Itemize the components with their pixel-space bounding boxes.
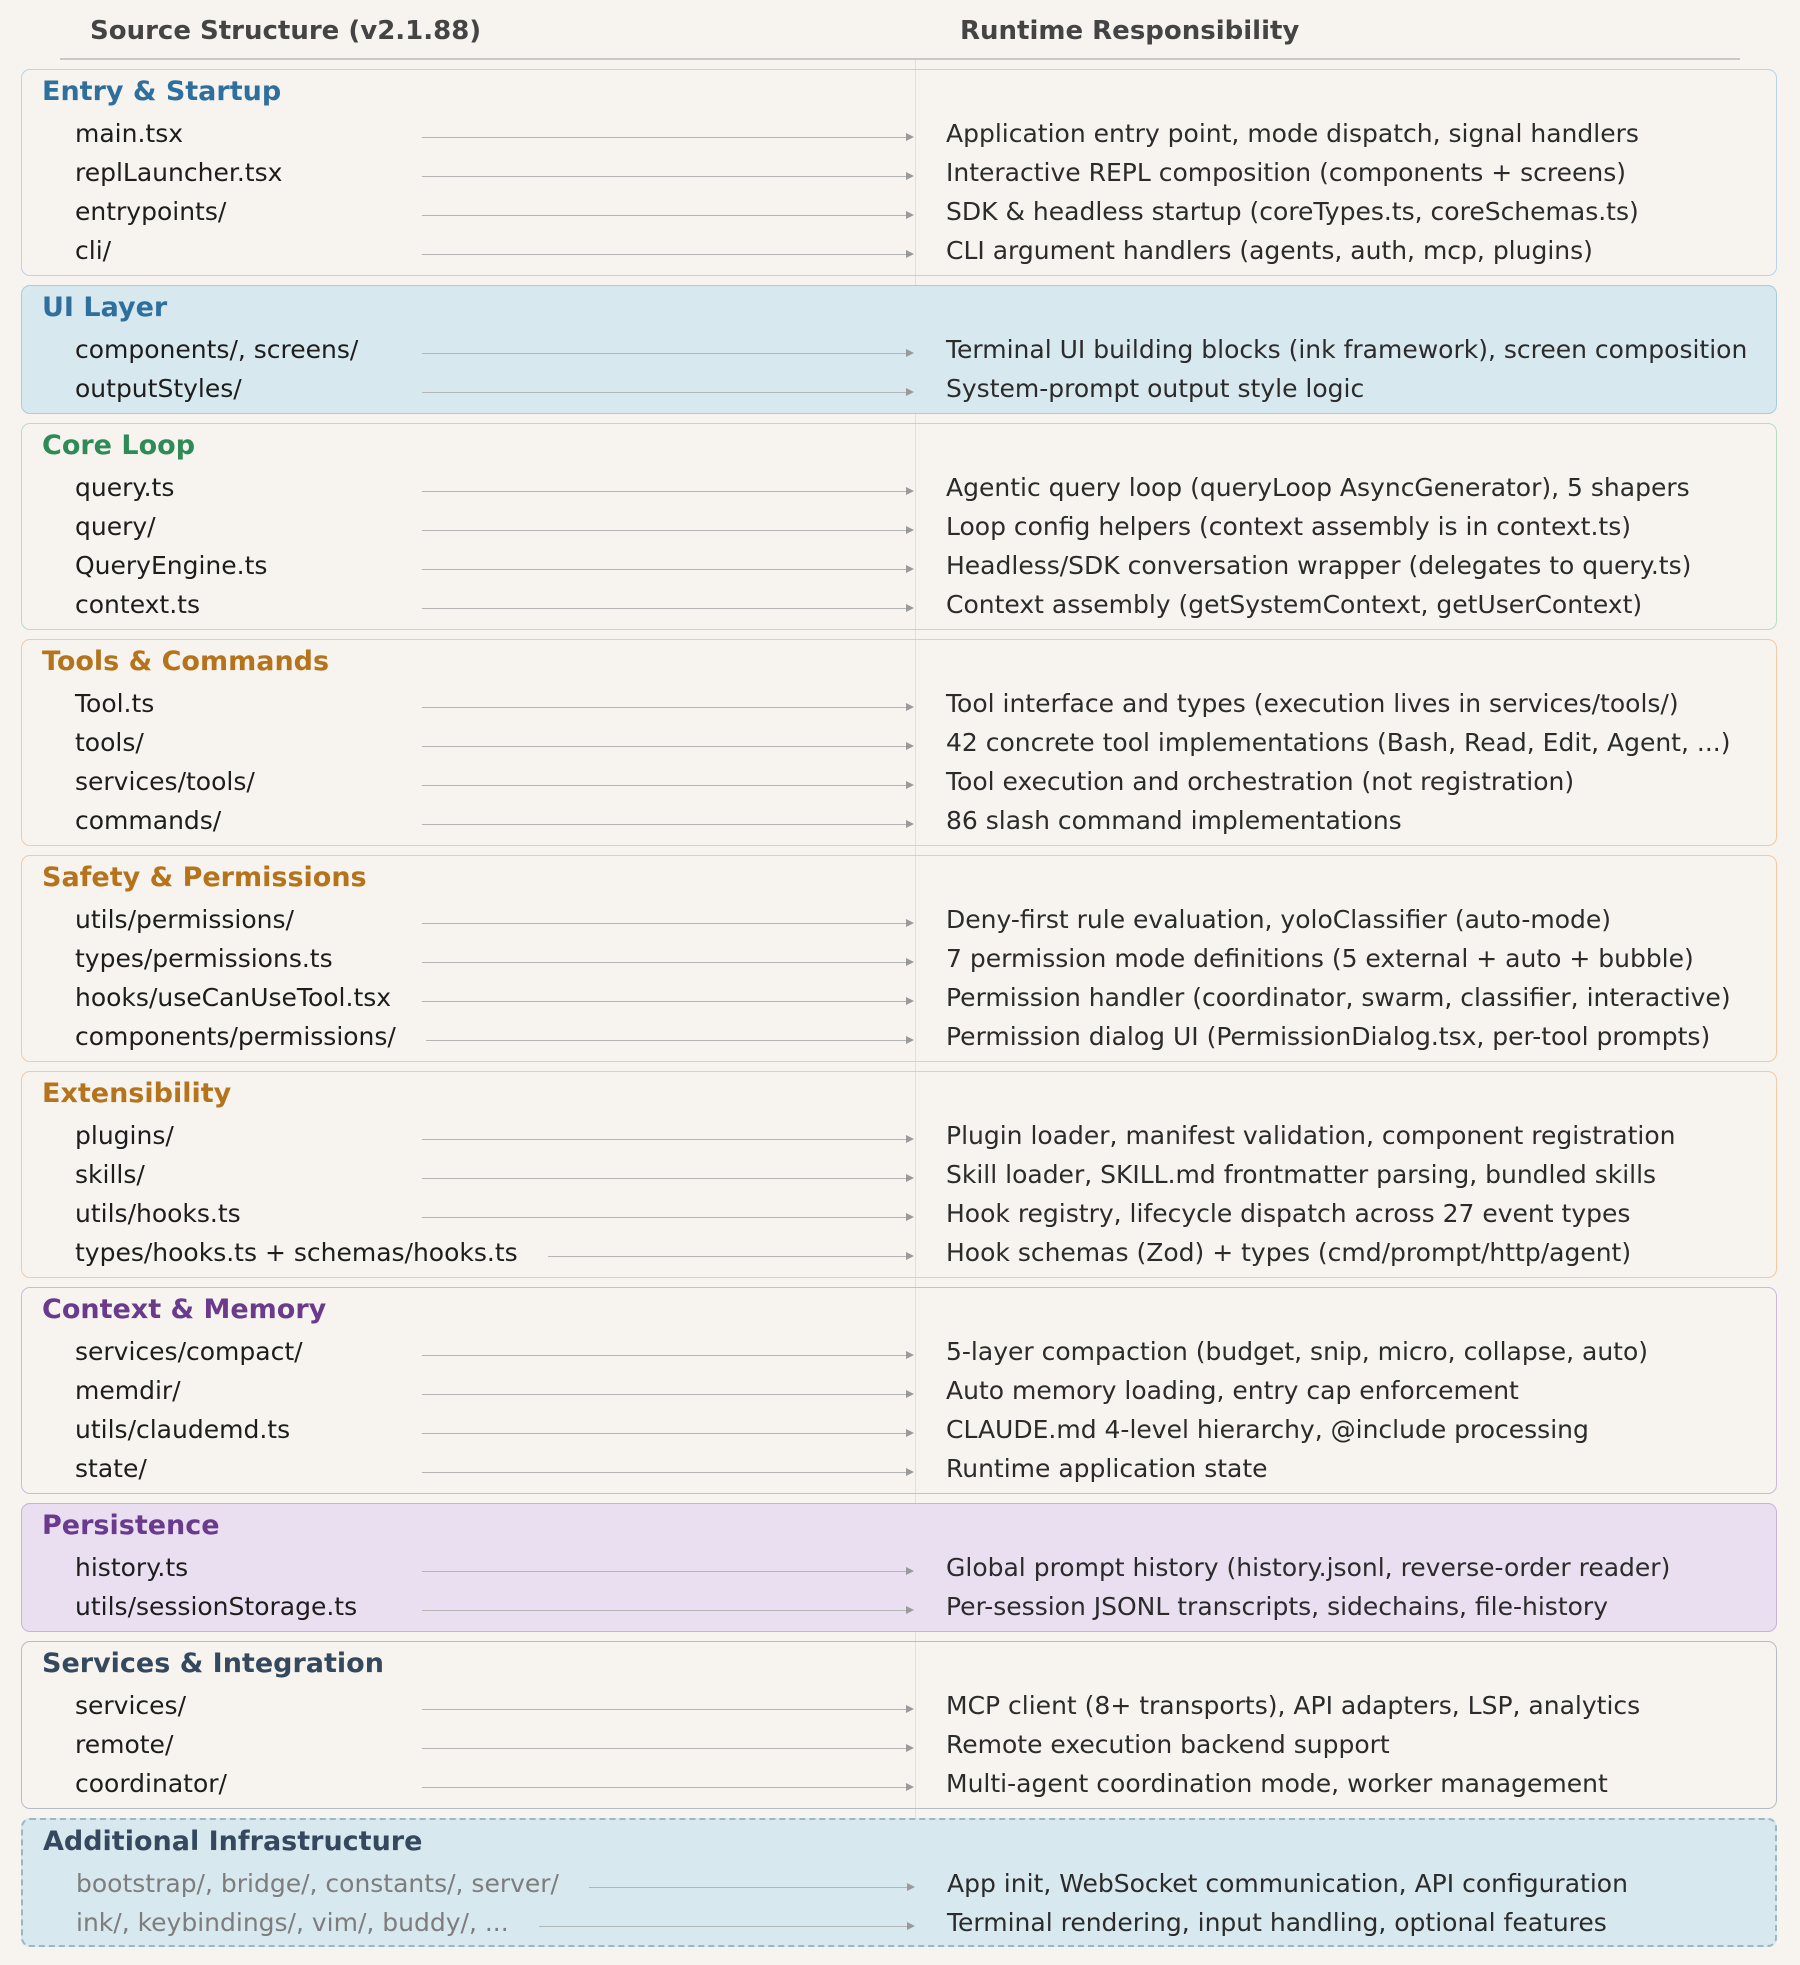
responsibility-text: Agentic query loop (queryLoop AsyncGenerator), 5 shapers	[946, 473, 1690, 502]
source-path: main.tsx	[75, 119, 184, 148]
source-path: QueryEngine.ts	[75, 551, 268, 580]
connector-arrow	[422, 1001, 912, 1002]
source-path: query/	[75, 512, 156, 541]
source-path: memdir/	[75, 1376, 181, 1405]
responsibility-text: Hook schemas (Zod) + types (cmd/prompt/http/agent)	[946, 1238, 1632, 1267]
mapping-row	[22, 587, 1776, 626]
connector-arrow	[422, 1571, 912, 1572]
connector-arrow	[422, 785, 912, 786]
source-path: cli/	[75, 236, 112, 265]
column-header	[0, 0, 1800, 62]
connector-arrow	[422, 176, 912, 177]
responsibility-text: Headless/SDK conversation wrapper (delegates to query.ts)	[946, 551, 1692, 580]
connector-arrow	[539, 1926, 913, 1927]
connector-arrow	[422, 1610, 912, 1611]
responsibility-text: CLI argument handlers (agents, auth, mcp, plugins)	[946, 236, 1593, 265]
mapping-row	[22, 1766, 1776, 1805]
connector-arrow	[422, 1394, 912, 1395]
source-path: context.ts	[75, 590, 200, 619]
responsibility-text: Terminal UI building blocks (ink framework), screen composition	[946, 335, 1748, 364]
header-rule	[60, 58, 1740, 60]
connector-arrow	[422, 1433, 912, 1434]
connector-arrow	[422, 824, 912, 825]
source-path: remote/	[75, 1730, 174, 1759]
connector-arrow	[422, 1139, 912, 1140]
responsibility-text: Context assembly (getSystemContext, getUserContext)	[946, 590, 1643, 619]
mapping-row	[22, 1727, 1776, 1766]
section-persistence	[21, 1503, 1777, 1632]
source-path: utils/hooks.ts	[75, 1199, 241, 1228]
responsibility-text: SDK & headless startup (coreTypes.ts, coreSchemas.ts)	[946, 197, 1639, 226]
section-title: Context & Memory	[42, 1294, 327, 1325]
source-path: services/compact/	[75, 1337, 303, 1366]
source-path: types/hooks.ts + schemas/hooks.ts	[75, 1238, 518, 1267]
responsibility-text: Hook registry, lifecycle dispatch across 27 event types	[946, 1199, 1631, 1228]
mapping-row	[22, 902, 1776, 941]
mapping-row	[22, 941, 1776, 980]
source-path: entrypoints/	[75, 197, 227, 226]
section-ui-layer	[21, 285, 1777, 414]
connector-arrow	[426, 1040, 912, 1041]
connector-arrow	[422, 137, 912, 138]
mapping-row	[22, 686, 1776, 725]
section-title: Extensibility	[42, 1078, 232, 1109]
source-path: services/tools/	[75, 767, 255, 796]
connector-arrow	[422, 254, 912, 255]
source-path: hooks/useCanUseTool.tsx	[75, 983, 392, 1012]
responsibility-text: 42 concrete tool implementations (Bash, Read, Edit, Agent, ...)	[946, 728, 1731, 757]
mapping-row	[22, 725, 1776, 764]
responsibility-text: 5-layer compaction (budget, snip, micro, collapse, auto)	[946, 1337, 1649, 1366]
responsibility-text: Plugin loader, manifest validation, component registration	[946, 1121, 1676, 1150]
mapping-row	[22, 764, 1776, 803]
source-path: utils/claudemd.ts	[75, 1415, 291, 1444]
source-path: skills/	[75, 1160, 145, 1189]
mapping-row	[22, 1235, 1776, 1274]
section-title: Tools & Commands	[42, 646, 330, 677]
responsibility-text: Per-session JSONL transcripts, sidechains, file-history	[946, 1592, 1608, 1621]
source-path: commands/	[75, 806, 222, 835]
responsibility-text: Auto memory loading, entry cap enforcement	[946, 1376, 1519, 1405]
connector-arrow	[422, 1472, 912, 1473]
connector-arrow	[548, 1256, 912, 1257]
mapping-row	[22, 1196, 1776, 1235]
responsibility-text: CLAUDE.md 4-level hierarchy, @include processing	[946, 1415, 1589, 1444]
mapping-row	[22, 1118, 1776, 1157]
connector-arrow	[422, 1178, 912, 1179]
section-title: Entry & Startup	[42, 76, 282, 107]
responsibility-text: Runtime application state	[946, 1454, 1268, 1483]
connector-arrow	[422, 569, 912, 570]
source-path: bootstrap/, bridge/, constants/, server/	[76, 1869, 559, 1898]
mapping-row	[22, 1412, 1776, 1451]
responsibility-text: Remote execution backend support	[946, 1730, 1390, 1759]
section-title: Additional Infrastructure	[43, 1826, 423, 1857]
mapping-row	[22, 1019, 1776, 1058]
responsibility-text: Multi-agent coordination mode, worker management	[946, 1769, 1608, 1798]
connector-arrow	[422, 530, 912, 531]
mapping-row	[22, 509, 1776, 548]
source-path: query.ts	[75, 473, 175, 502]
connector-arrow	[422, 491, 912, 492]
connector-arrow	[422, 1787, 912, 1788]
connector-arrow	[422, 215, 912, 216]
connector-arrow	[589, 1887, 913, 1888]
mapping-row	[22, 1451, 1776, 1490]
responsibility-text: Skill loader, SKILL.md frontmatter parsing, bundled skills	[946, 1160, 1657, 1189]
mapping-row	[22, 194, 1776, 233]
responsibility-text: 86 slash command implementations	[946, 806, 1402, 835]
source-path: services/	[75, 1691, 186, 1720]
mapping-row	[22, 980, 1776, 1019]
section-title: Persistence	[42, 1510, 220, 1541]
mapping-row	[23, 1866, 1775, 1905]
connector-arrow	[422, 608, 912, 609]
source-path: utils/sessionStorage.ts	[75, 1592, 358, 1621]
mapping-row	[22, 155, 1776, 194]
section-entry-startup	[21, 69, 1777, 276]
connector-arrow	[422, 1748, 912, 1749]
source-path: types/permissions.ts	[75, 944, 333, 973]
source-path: components/, screens/	[75, 335, 359, 364]
section-safety-permissions	[21, 855, 1777, 1062]
source-path: components/permissions/	[75, 1022, 396, 1051]
responsibility-text: Permission handler (coordinator, swarm, classifier, interactive)	[946, 983, 1731, 1012]
mapping-row	[23, 1905, 1775, 1944]
section-title: Safety & Permissions	[42, 862, 367, 893]
section-title: Core Loop	[42, 430, 196, 461]
source-path: ink/, keybindings/, vim/, buddy/, ...	[76, 1908, 509, 1937]
source-path: outputStyles/	[75, 374, 242, 403]
connector-arrow	[422, 1355, 912, 1356]
connector-arrow	[422, 1709, 912, 1710]
mapping-row	[22, 371, 1776, 410]
connector-arrow	[422, 353, 912, 354]
source-column-title: Source Structure (v2.1.88)	[90, 16, 482, 46]
responsibility-text: 7 permission mode definitions (5 external + auto + bubble)	[946, 944, 1694, 973]
mapping-row	[22, 1550, 1776, 1589]
section-core-loop	[21, 423, 1777, 630]
responsibility-text: Terminal rendering, input handling, optional features	[947, 1908, 1607, 1937]
mapping-row	[22, 1589, 1776, 1628]
responsibility-text: Tool interface and types (execution lives in services/tools/)	[946, 689, 1679, 718]
source-path: coordinator/	[75, 1769, 227, 1798]
source-path: plugins/	[75, 1121, 174, 1150]
source-path: Tool.ts	[75, 689, 155, 718]
mapping-row	[22, 470, 1776, 509]
source-path: replLauncher.tsx	[75, 158, 283, 187]
connector-arrow	[422, 746, 912, 747]
connector-arrow	[422, 392, 912, 393]
responsibility-text: Interactive REPL composition (components + screens)	[946, 158, 1627, 187]
mapping-row	[22, 233, 1776, 272]
mapping-row	[22, 1157, 1776, 1196]
responsibility-text: System-prompt output style logic	[946, 374, 1365, 403]
source-path: history.ts	[75, 1553, 189, 1582]
mapping-row	[22, 803, 1776, 842]
mapping-row	[22, 1688, 1776, 1727]
connector-arrow	[422, 962, 912, 963]
section-tools-commands	[21, 639, 1777, 846]
responsibility-text: App init, WebSocket communication, API configuration	[947, 1869, 1628, 1898]
mapping-row	[22, 1373, 1776, 1412]
responsibility-column-title: Runtime Responsibility	[960, 16, 1300, 46]
responsibility-text: Application entry point, mode dispatch, signal handlers	[946, 119, 1639, 148]
connector-arrow	[422, 707, 912, 708]
mapping-row	[22, 116, 1776, 155]
source-path: state/	[75, 1454, 147, 1483]
section-title: Services & Integration	[42, 1648, 384, 1679]
mapping-row	[22, 1334, 1776, 1373]
mapping-row	[22, 548, 1776, 587]
responsibility-text: Global prompt history (history.jsonl, reverse-order reader)	[946, 1553, 1671, 1582]
mapping-row	[22, 332, 1776, 371]
section-title: UI Layer	[42, 292, 168, 323]
section-services-integration	[21, 1641, 1777, 1809]
connector-arrow	[422, 923, 912, 924]
section-context-memory	[21, 1287, 1777, 1494]
responsibility-text: Tool execution and orchestration (not registration)	[946, 767, 1575, 796]
source-path: tools/	[75, 728, 144, 757]
source-path: utils/permissions/	[75, 905, 294, 934]
section-extensibility	[21, 1071, 1777, 1278]
section-additional-infrastructure	[21, 1818, 1777, 1947]
responsibility-text: Loop config helpers (context assembly is in context.ts)	[946, 512, 1632, 541]
connector-arrow	[422, 1217, 912, 1218]
responsibility-text: MCP client (8+ transports), API adapters, LSP, analytics	[946, 1691, 1641, 1720]
responsibility-text: Deny-first rule evaluation, yoloClassifier (auto-mode)	[946, 905, 1611, 934]
responsibility-text: Permission dialog UI (PermissionDialog.tsx, per-tool prompts)	[946, 1022, 1711, 1051]
